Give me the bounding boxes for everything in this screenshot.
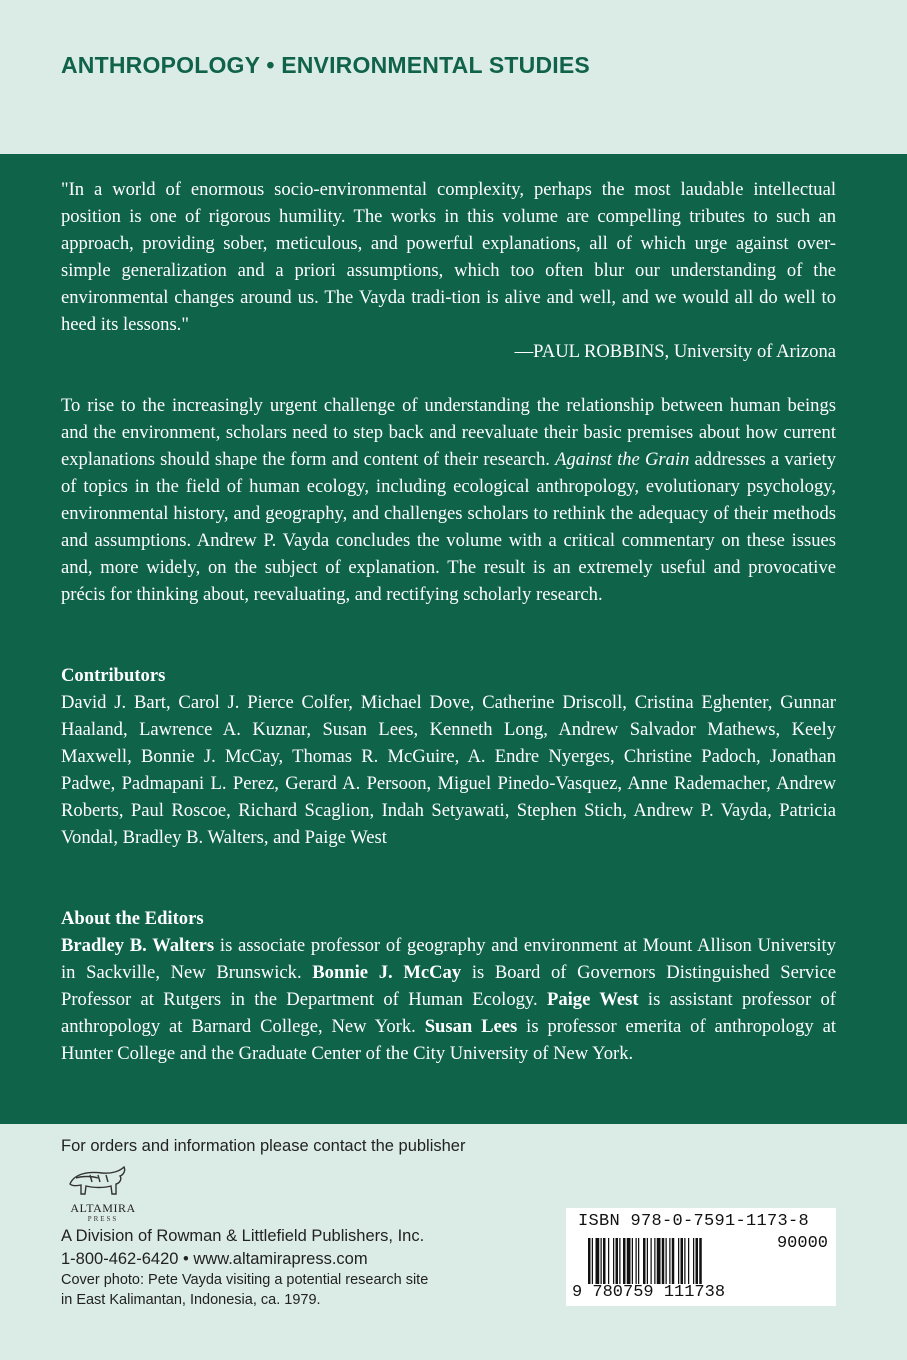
isbn-text: ISBN 978-0-7591-1173-8: [578, 1212, 810, 1231]
barcode-bar: [636, 1238, 637, 1284]
barcode-bar: [678, 1238, 679, 1284]
publisher-contact-note: For orders and information please contact the publisher: [61, 1137, 466, 1155]
contributors-list: David J. Bart, Carol J. Pierce Colfer, Michael Dove, Catherine Driscoll, Cristina Eghenter, Gunnar Haaland, Lawrence A. Kuznar, Susan Lees, Kenneth Long, Andrew Salvador Mathews, Keely Maxwell, Bonnie J. McCay, Thomas R. McGuire, A. Endre Nyerges, Christine Padoch, Jonathan Padwe, Padmapani L. Perez, Gerard A. Persoon, Miguel Pinedo-Vasquez, Anne Rademacher, Andrew Roberts, Paul Roscoe, Richard Scaglion, Indah Setyawati, Stephen Stich, Andrew P. Vayda, Patricia Vondal, Bradley B. Walters, and Paige West: [61, 692, 836, 848]
publisher-phone-web: 1-800-462-6420 • www.altamirapress.com: [61, 1250, 368, 1268]
barcode-bar: [662, 1238, 665, 1284]
quote-attribution: —PAUL ROBBINS, University of Arizona: [514, 341, 836, 362]
photo-credit-line-2: in East Kalimantan, Indonesia, ca. 1979.: [61, 1292, 321, 1308]
barcode-bar: [588, 1238, 591, 1284]
contributors-heading: Contributors: [61, 665, 166, 686]
barcode-bar: [672, 1238, 675, 1284]
barcode-number: 9 780759 111738: [572, 1283, 726, 1302]
barcode-bar: [616, 1238, 619, 1284]
description-part-1: To rise to the increasingly urgent challenge of understanding the relationship between human beings and the environment, scholars need to step back and reevaluate their basic premises about how current explanations should shape the form and content of their research.: [61, 395, 836, 470]
isbn-barcode: [566, 1208, 836, 1306]
barcode-bar: [693, 1238, 694, 1284]
editor-name: Susan Lees: [424, 1016, 518, 1037]
barcode-bar: [643, 1238, 646, 1284]
barcode-bar: [696, 1238, 699, 1284]
book-description: [61, 392, 836, 608]
logo-wordmark: ALTAMIRA: [70, 1201, 136, 1215]
endorsement-quote: "In a world of enormous socio-environmental complexity, perhaps the most laudable intellectual position is one of rigorous humility. The works in this volume are compelling tributes to such an approach, providing sober, meticulous, and powerful explanations, all of which urge against over-simple generalization and a priori assumptions, which too often blur our understanding of the environmental changes around us. The Vayda tradi-tion is alive and well, and we would all do well to heed its lessons.": [61, 179, 836, 335]
barcode-bar: [632, 1238, 633, 1284]
editor-name: Paige West: [546, 989, 639, 1010]
editors-bio: [61, 932, 836, 1067]
barcode-bar: [669, 1238, 670, 1284]
price-code: 90000: [776, 1234, 828, 1253]
barcode-bar: [681, 1238, 684, 1284]
category-label: ANTHROPOLOGY • ENVIRONMENTAL STUDIES: [61, 52, 590, 78]
barcode-bar: [654, 1238, 655, 1284]
barcode-bar: [684, 1238, 685, 1284]
barcode-bar: [601, 1238, 602, 1284]
barcode-bar: [657, 1238, 661, 1284]
barcode-bar: [688, 1238, 689, 1284]
barcode-bar: [592, 1238, 593, 1284]
barcode-bar: [623, 1238, 626, 1284]
barcode-bar: [666, 1238, 667, 1284]
editor-bio-text: is associate professor of geography and environment at Mount Allison University in Sackville, New Brunswick.: [61, 935, 836, 983]
barcode-bar: [638, 1238, 639, 1284]
barcode-bar: [619, 1238, 620, 1284]
description-part-2: addresses a variety of topics in the field of human ecology, including ecological anthropology, evolutionary psychology, environmental history, and geography, and challenges scholars to rethink the adequacy of their methods and assumptions. Andrew P. Vayda concludes the volume with a critical commentary on these issues and, more widely, on the subject of explanation. The result is an extremely useful and provocative précis for thinking about, reevaluating, and rectifying scholarly research.: [61, 449, 836, 605]
editor-bio-text: is professor emerita of anthropology at Hunter College and the Graduate Center of the City University of New York.: [61, 1016, 836, 1064]
logo-press-label: PRESS: [87, 1215, 119, 1223]
barcode-bar: [603, 1238, 606, 1284]
barcode-bar: [596, 1238, 600, 1284]
barcode-bar: [651, 1238, 652, 1284]
publisher-division: A Division of Rowman & Littlefield Publishers, Inc.: [61, 1227, 425, 1245]
barcode-bar: [647, 1238, 648, 1284]
editor-name: Bonnie J. McCay: [312, 962, 462, 983]
book-title: Against the Grain: [555, 449, 690, 470]
green-text-panel: [0, 154, 907, 1124]
barcode-bar: [613, 1238, 614, 1284]
barcode-bar: [699, 1238, 702, 1284]
editors-heading: About the Editors: [61, 908, 204, 929]
editor-name: Bradley B. Walters: [61, 935, 215, 956]
editor-bio-text: is assistant professor of anthropology at Barnard College, New York.: [61, 989, 836, 1037]
barcode-bar: [627, 1238, 631, 1284]
barcode-bars-icon: [588, 1238, 738, 1286]
editor-bio-text: is Board of Governors Distinguished Service Professor at Rutgers in the Department of Human Ecology.: [61, 962, 836, 1010]
photo-credit-line-1: Cover photo: Pete Vayda visiting a potential research site: [61, 1272, 429, 1288]
barcode-bar: [608, 1238, 609, 1284]
